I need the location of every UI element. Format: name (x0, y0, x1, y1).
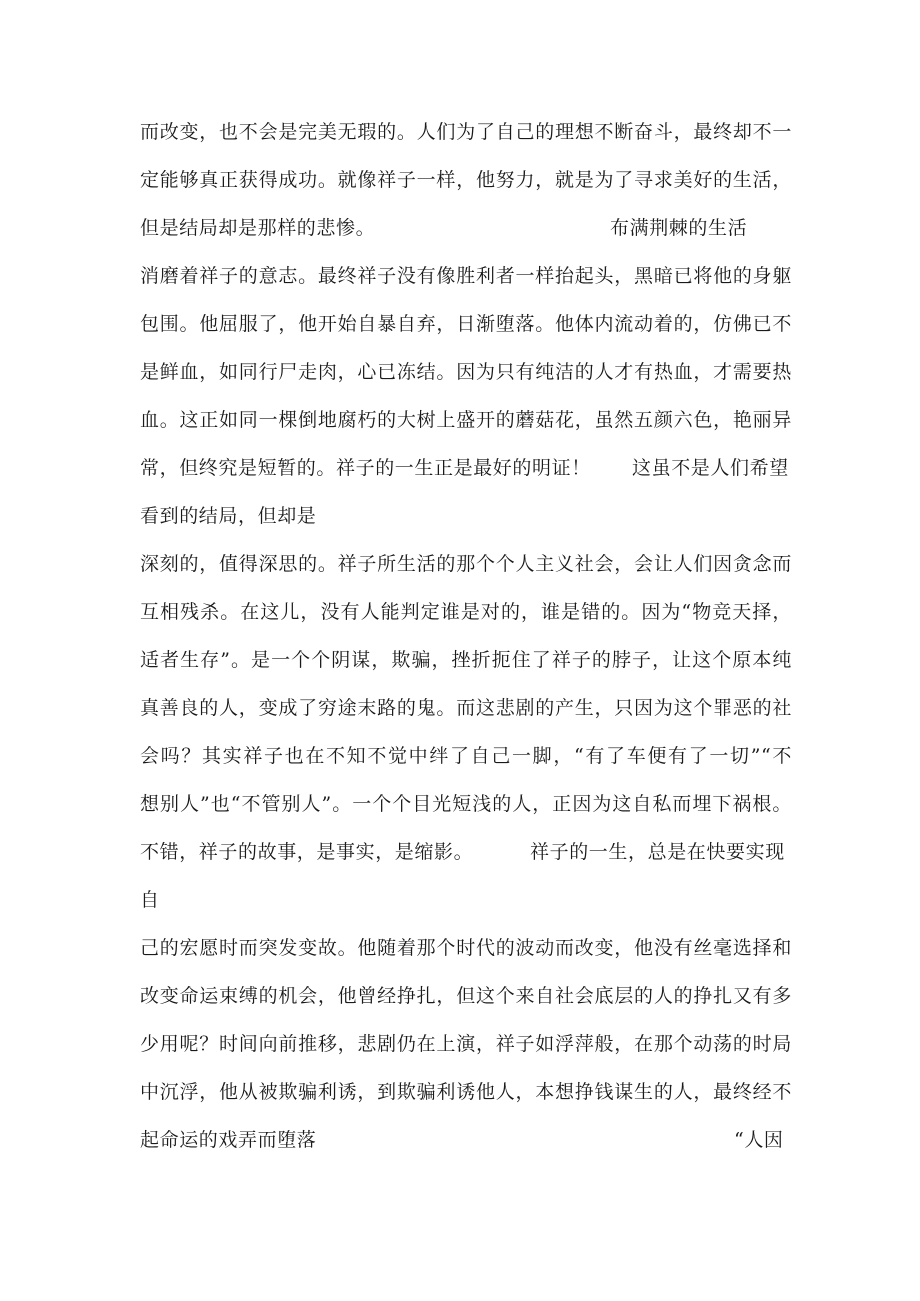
text-line: 包围。他屈服了，他开始自暴自弃，日渐堕落。他体内流动着的，仿佛已不 (140, 313, 792, 335)
text-segment: 但是结局却是那样的悲惨。 (140, 217, 376, 239)
text-line: 中沉浮，他从被欺骗利诱，到欺骗利诱他人，本想挣钱谋生的人，最终经不 (140, 1081, 792, 1103)
text-line: 想别人”也“不管别人”。一个个目光短浅的人，正因为这自私而埋下祸根。 (140, 793, 792, 815)
text-segment: 祥子的一生，总是在快要实现 (530, 841, 785, 863)
text-line: 改变命运束缚的机会，他曾经挣扎，但这个来自社会底层的人的挣扎又有多 (140, 985, 792, 1007)
text-segment: 不错，祥子的故事，是事实，是缩影。 (140, 841, 474, 863)
text-line: 适者生存”。是一个个阴谋，欺骗，挫折扼住了祥子的脖子，让这个原本纯 (140, 649, 792, 671)
text-line: 深刻的，值得深思的。祥子所生活的那个个人主义社会，会让人们因贪念而 (140, 553, 792, 575)
text-line: 会吗？其实祥子也在不知不觉中绊了自己一脚，“有了车便有了一切”“不 (140, 745, 792, 767)
text-line (140, 837, 792, 867)
text-line: 互相残杀。在这儿，没有人能判定谁是对的，谁是错的。因为“物竞天择， (140, 601, 792, 623)
text-line: 真善良的人，变成了穷途末路的鬼。而这悲剧的产生，只因为这个罪恶的社 (140, 697, 792, 719)
text-segment: 起命运的戏弄而堕落 (140, 1129, 317, 1151)
text-line: 己的宏愿时而突发变故。他随着那个时代的波动而改变，他没有丝毫选择和 (140, 937, 792, 959)
text-line: 血。这正如同一棵倒地腐朽的大树上盛开的蘑菇花，虽然五颜六色，艳丽异 (140, 409, 792, 431)
text-segment: 常，但终究是短暂的。祥子的一生正是最好的明证！ (140, 457, 591, 479)
text-line: 定能够真正获得成功。就像祥子一样，他努力，就是为了寻求美好的生活， (140, 169, 792, 191)
text-segment: 布满荆棘的生活 (610, 217, 748, 239)
text-line: 看到的结局，但却是 (140, 505, 317, 527)
text-segment: 这虽不是人们希望 (632, 457, 789, 479)
text-line: 消磨着祥子的意志。最终祥子没有像胜利者一样抬起头，黑暗已将他的身躯 (140, 265, 792, 287)
text-line: 自 (140, 889, 160, 911)
text-line (140, 1125, 792, 1155)
text-line (140, 453, 792, 483)
text-line (140, 213, 792, 243)
text-line: 少用呢？时间向前推移，悲剧仍在上演，祥子如浮萍般，在那个动荡的时局 (140, 1033, 792, 1055)
text-line: 是鲜血，如同行尸走肉，心已冻结。因为只有纯洁的人才有热血，才需要热 (140, 361, 792, 383)
text-line: 而改变，也不会是完美无瑕的。人们为了自己的理想不断奋斗，最终却不一 (140, 121, 792, 143)
text-segment: “人因 (734, 1129, 784, 1151)
